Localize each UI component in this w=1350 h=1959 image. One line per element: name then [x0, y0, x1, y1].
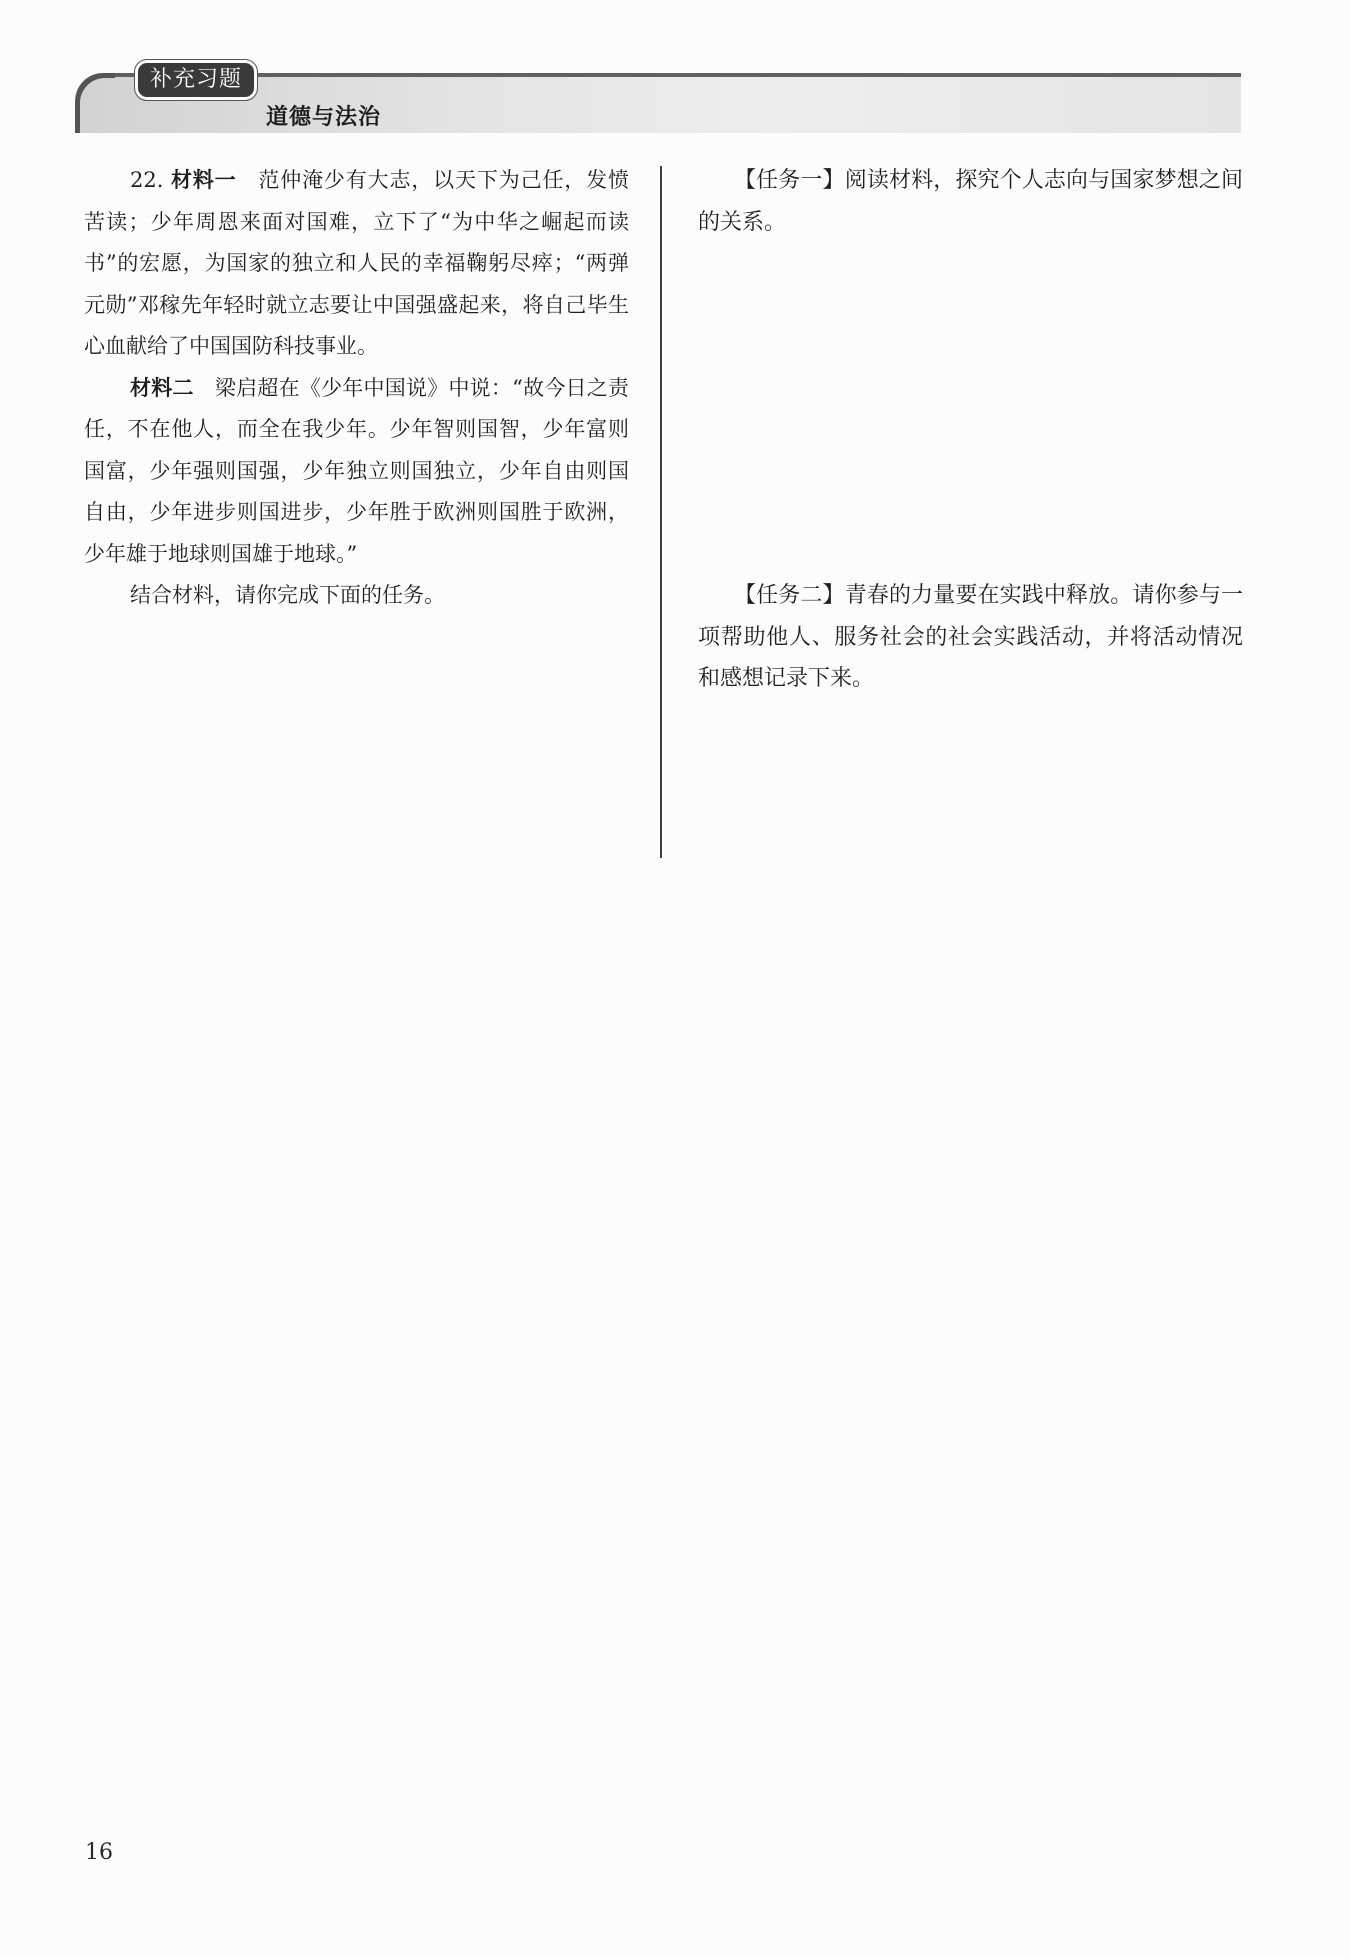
material-two-label: 材料二 [130, 375, 194, 400]
column-divider [660, 166, 662, 858]
material-one-text: 范仲淹少有大志，以天下为己任，发愤苦读；少年周恩来面对国难，立下了“为中华之崛起而读书”的宏愿，为国家的独立和人民的幸福鞠躬尽瘁；“两弹元勋”邓稼先年轻时就立志要让中国强盛起来，将自己毕生心血献给了中国国防科技事业。 [84, 168, 630, 358]
question-number: 22. [130, 168, 164, 192]
instruction-text: 结合材料，请你完成下面的任务。 [130, 583, 445, 607]
task-one [698, 160, 1243, 243]
material-one-label: 材料一 [170, 168, 237, 192]
task-two-label: 【任务二】 [734, 583, 845, 608]
material-two-paragraph [84, 368, 629, 576]
section-header [75, 67, 1241, 132]
material-one-paragraph [84, 160, 629, 368]
section-tag: 补充习题 [135, 60, 257, 100]
task-one-text: 阅读材料，探究个人志向与国家梦想之间的关系。 [698, 168, 1243, 235]
material-two-text: 梁启超在《少年中国说》中说：“故今日之责任，不在他人，而全在我少年。少年智则国智，少年富则国富，少年强则国强，少年独立则国独立，少年自由则国自由，少年进步则国进步，少年胜于欧洲则国胜于欧洲，少年雄于地球则国雄于地球。” [84, 375, 630, 566]
task-two-text: 青春的力量要在实践中释放。请你参与一项帮助他人、服务社会的社会实践活动，并将活动情况和感想记录下来。 [698, 583, 1243, 691]
page-number: 16 [85, 1840, 113, 1865]
subject-title: 道德与法治 [266, 105, 382, 130]
task-two [698, 575, 1243, 700]
task-one-label: 【任务一】 [734, 168, 845, 193]
question-column [84, 160, 629, 617]
